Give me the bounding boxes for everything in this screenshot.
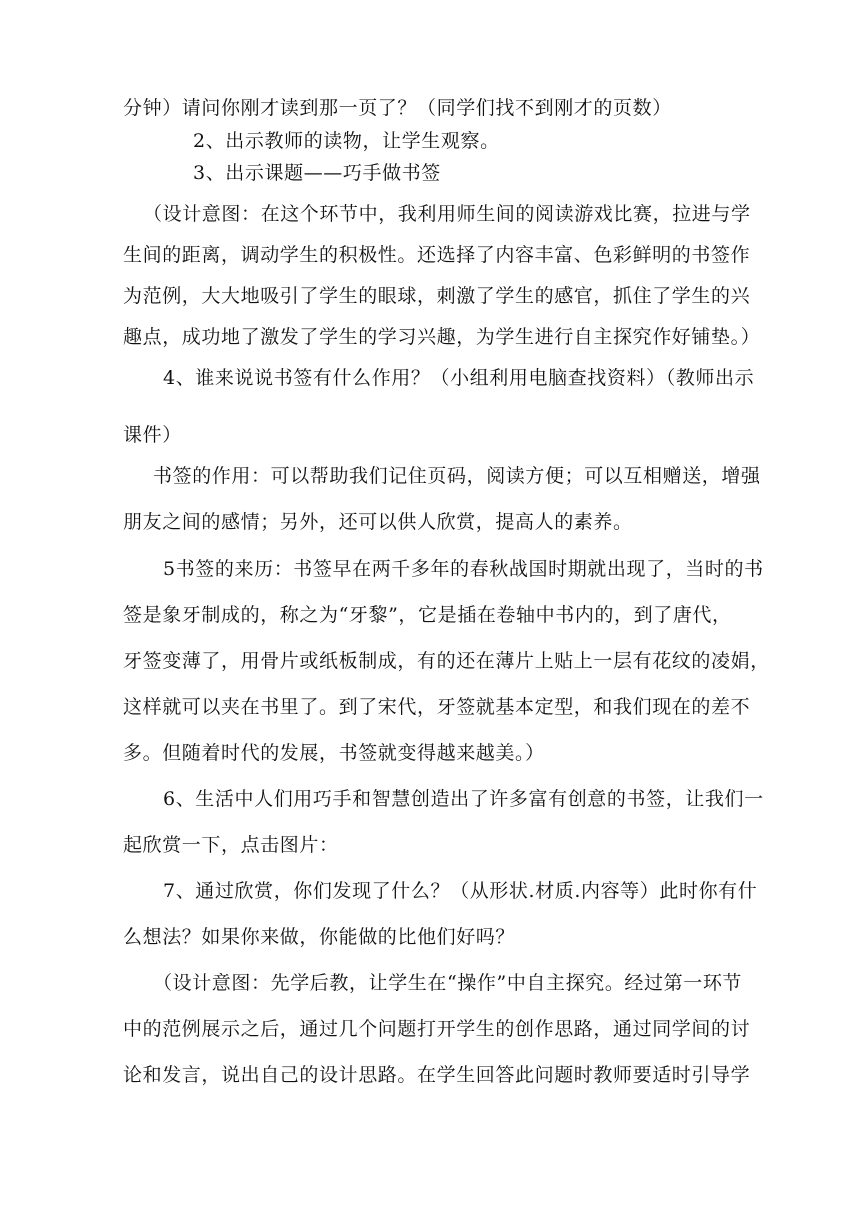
text-line: 2、出示教师的读物，让学生观察。 bbox=[193, 130, 500, 152]
text-line: 课件） bbox=[123, 424, 182, 446]
text-line: 中的范例展示之后，通过几个问题打开学生的创作思路，通过同学间的讨 bbox=[123, 1018, 751, 1040]
text-line: 多。但随着时代的发展，书签就变得越来越美。） bbox=[123, 742, 545, 764]
text-line: 生间的距离，调动学生的积极性。还选择了内容丰富、色彩鲜明的书签作 bbox=[123, 244, 751, 266]
text-line: 6、生活中人们用巧手和智慧创造出了许多富有创意的书签，让我们一 bbox=[163, 788, 764, 810]
text-line: 4、谁来说说书签有什么作用？（小组利用电脑查找资料）（教师出示 bbox=[163, 367, 755, 389]
text-line: 论和发言，说出自己的设计思路。在学生回答此问题时教师要适时引导学 bbox=[123, 1064, 751, 1086]
text-line: 牙签变薄了，用骨片或纸板制成，有的还在薄片上贴上一层有花纹的凌娟， bbox=[123, 650, 770, 672]
text-line: 么想法？如果你来做，你能做的比他们好吗？ bbox=[123, 926, 516, 948]
text-line: 签是象牙制成的，称之为“牙黎”，它是插在卷轴中书内的，到了唐代， bbox=[123, 604, 732, 626]
text-line: 起欣赏一下，点击图片： bbox=[123, 834, 339, 856]
text-line: 书签的作用：可以帮助我们记住页码，阅读方便；可以互相赠送，增强 bbox=[153, 465, 761, 487]
text-line: （设计意图：在这个环节中，我利用师生间的阅读游戏比赛，拉进与学 bbox=[143, 203, 751, 225]
text-line: 分钟）请问你刚才读到那一页了？（同学们找不到刚才的页数） bbox=[123, 97, 672, 119]
text-line: 趣点，成功地了激发了学生的学习兴趣，为学生进行自主探究作好铺垫。） bbox=[123, 326, 761, 348]
text-line: 朋友之间的感情；另外，还可以供人欣赏，提高人的素养。 bbox=[123, 511, 633, 533]
text-line: 3、出示课题——巧手做书签 bbox=[193, 162, 441, 184]
text-line: 为范例，大大地吸引了学生的眼球，刺激了学生的感官，抓住了学生的兴 bbox=[123, 285, 751, 307]
text-line: 5书签的来历：书签早在两千多年的春秋战国时期就出现了，当时的书 bbox=[163, 558, 764, 580]
text-line: 这样就可以夹在书里了。到了宋代，牙签就基本定型，和我们现在的差不 bbox=[123, 696, 751, 718]
text-line: 7、通过欣赏，你们发现了什么？（从形状.材质.内容等）此时你有什 bbox=[163, 880, 758, 902]
text-line: （设计意图：先学后教，让学生在“操作”中自主探究。经过第一环节 bbox=[153, 972, 743, 994]
